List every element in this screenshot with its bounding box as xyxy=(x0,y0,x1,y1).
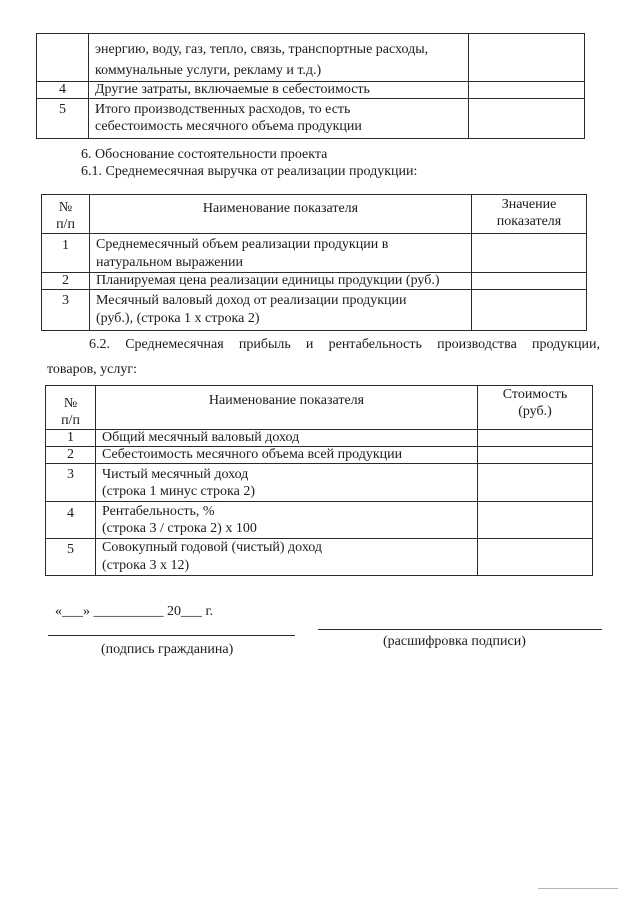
table-row xyxy=(46,502,593,539)
section-paragraph-line: 6.2. Среднемесячная прибыль и рентабельность производства продукции, xyxy=(89,337,600,352)
indicator-name-cell xyxy=(89,82,469,99)
table-row xyxy=(42,273,587,290)
cell-text-line: Рентабельность, % xyxy=(102,504,215,519)
value-cell xyxy=(478,539,593,576)
value-cell xyxy=(478,447,593,464)
header-text-line: Стоимость xyxy=(502,387,568,402)
footer-rule xyxy=(538,888,618,889)
header-name-cell xyxy=(90,195,472,234)
header-number-cell xyxy=(46,386,96,430)
indicator-name-cell xyxy=(90,273,472,290)
table-row xyxy=(46,447,593,464)
row-number-cell: 1 xyxy=(46,430,96,447)
table-body xyxy=(46,386,593,576)
header-text-line: Наименование показателя xyxy=(208,393,365,408)
row-number-cell: 3 xyxy=(46,464,96,502)
revenue-table xyxy=(41,194,587,331)
profit-table xyxy=(45,385,593,576)
signature-decoding-line xyxy=(318,629,602,630)
row-number-cell: 1 xyxy=(42,234,90,273)
value-cell xyxy=(472,290,587,331)
value-cell xyxy=(472,234,587,273)
indicator-name-cell xyxy=(96,430,478,447)
row-number-cell xyxy=(37,34,89,82)
header-value-cell xyxy=(472,195,587,234)
header-number-cell xyxy=(42,195,90,234)
indicator-name-cell xyxy=(90,290,472,331)
cell-text-line: энергию, воду, газ, тепло, связь, транспортные расходы, xyxy=(95,42,429,57)
table-body xyxy=(42,195,587,331)
header-text-line: Значение xyxy=(501,197,557,212)
cell-text-line: Себестоимость месячного объема всей продукции xyxy=(102,447,403,462)
value-cell xyxy=(469,99,585,139)
table-row xyxy=(46,430,593,447)
cell-text-line: Итого производственных расходов, то есть xyxy=(95,102,351,117)
section-subheading: 6.1. Среднемесячная выручка от реализации продукции: xyxy=(81,164,418,179)
signature-line xyxy=(48,635,295,636)
indicator-name-cell xyxy=(96,502,478,539)
value-cell xyxy=(478,464,593,502)
indicator-name-cell xyxy=(89,34,469,82)
table-row xyxy=(37,82,585,99)
value-cell xyxy=(478,502,593,539)
cell-text-line: Общий месячный валовый доход xyxy=(102,430,300,445)
header-text-line: п/п xyxy=(56,217,75,232)
table-row xyxy=(42,290,587,331)
signature-caption: (подпись гражданина) xyxy=(101,642,234,657)
cell-text-line: Совокупный годовой (чистый) доход xyxy=(102,540,323,555)
header-text-line: № xyxy=(58,200,73,215)
table-row xyxy=(37,99,585,139)
cell-text-line: (строка 3 х 12) xyxy=(102,558,190,573)
row-number-cell: 3 xyxy=(42,290,90,331)
cell-text-line: коммунальные услуги, рекламу и т.д.) xyxy=(95,63,322,78)
row-number-cell: 5 xyxy=(46,539,96,576)
signature-decoding-caption: (расшифровка подписи) xyxy=(383,634,526,649)
cell-text-line: Месячный валовый доход от реализации продукции xyxy=(96,293,407,308)
section-heading: 6. Обоснование состоятельности проекта xyxy=(81,147,328,162)
date-line: «___» __________ 20___ г. xyxy=(55,604,214,619)
header-text-line: показателя xyxy=(496,214,562,229)
cell-text-line: себестоимость месячного объема продукции xyxy=(95,119,362,134)
cell-text-line: Среднемесячный объем реализации продукции в xyxy=(96,237,389,252)
header-text-line: Наименование показателя xyxy=(202,201,359,216)
table-row xyxy=(37,34,585,82)
cell-text-line: натуральном выражении xyxy=(96,255,243,270)
cell-text-line: Чистый месячный доход xyxy=(102,467,249,482)
table-row xyxy=(46,464,593,502)
indicator-name-cell xyxy=(96,447,478,464)
cell-text-line: Планируемая цена реализации единицы продукции (руб.) xyxy=(96,273,440,288)
table-header-row xyxy=(42,195,587,234)
header-text-line: № xyxy=(63,396,78,411)
value-cell xyxy=(478,430,593,447)
value-cell xyxy=(469,34,585,82)
indicator-name-cell xyxy=(96,539,478,576)
table-header-row xyxy=(46,386,593,430)
cell-text-line: (строка 3 / строка 2) х 100 xyxy=(102,521,257,536)
value-cell xyxy=(469,82,585,99)
row-number-cell: 4 xyxy=(37,82,89,99)
header-value-cell xyxy=(478,386,593,430)
row-number-cell: 4 xyxy=(46,502,96,539)
header-text-line: (руб.) xyxy=(518,404,552,419)
header-text-line: п/п xyxy=(61,413,80,428)
cell-text-line: (руб.), (строка 1 х строка 2) xyxy=(96,311,260,326)
indicator-name-cell xyxy=(89,99,469,139)
table-row xyxy=(46,539,593,576)
table-row xyxy=(42,234,587,273)
cell-text-line: Другие затраты, включаемые в себестоимость xyxy=(95,82,370,97)
header-name-cell xyxy=(96,386,478,430)
row-number-cell: 5 xyxy=(37,99,89,139)
row-number-cell: 2 xyxy=(46,447,96,464)
cell-text-line: (строка 1 минус строка 2) xyxy=(102,484,255,499)
table-body xyxy=(37,34,585,139)
production-costs-table xyxy=(36,33,585,139)
value-cell xyxy=(472,273,587,290)
section-paragraph-line: товаров, услуг: xyxy=(47,362,138,377)
row-number-cell: 2 xyxy=(42,273,90,290)
indicator-name-cell xyxy=(96,464,478,502)
indicator-name-cell xyxy=(90,234,472,273)
